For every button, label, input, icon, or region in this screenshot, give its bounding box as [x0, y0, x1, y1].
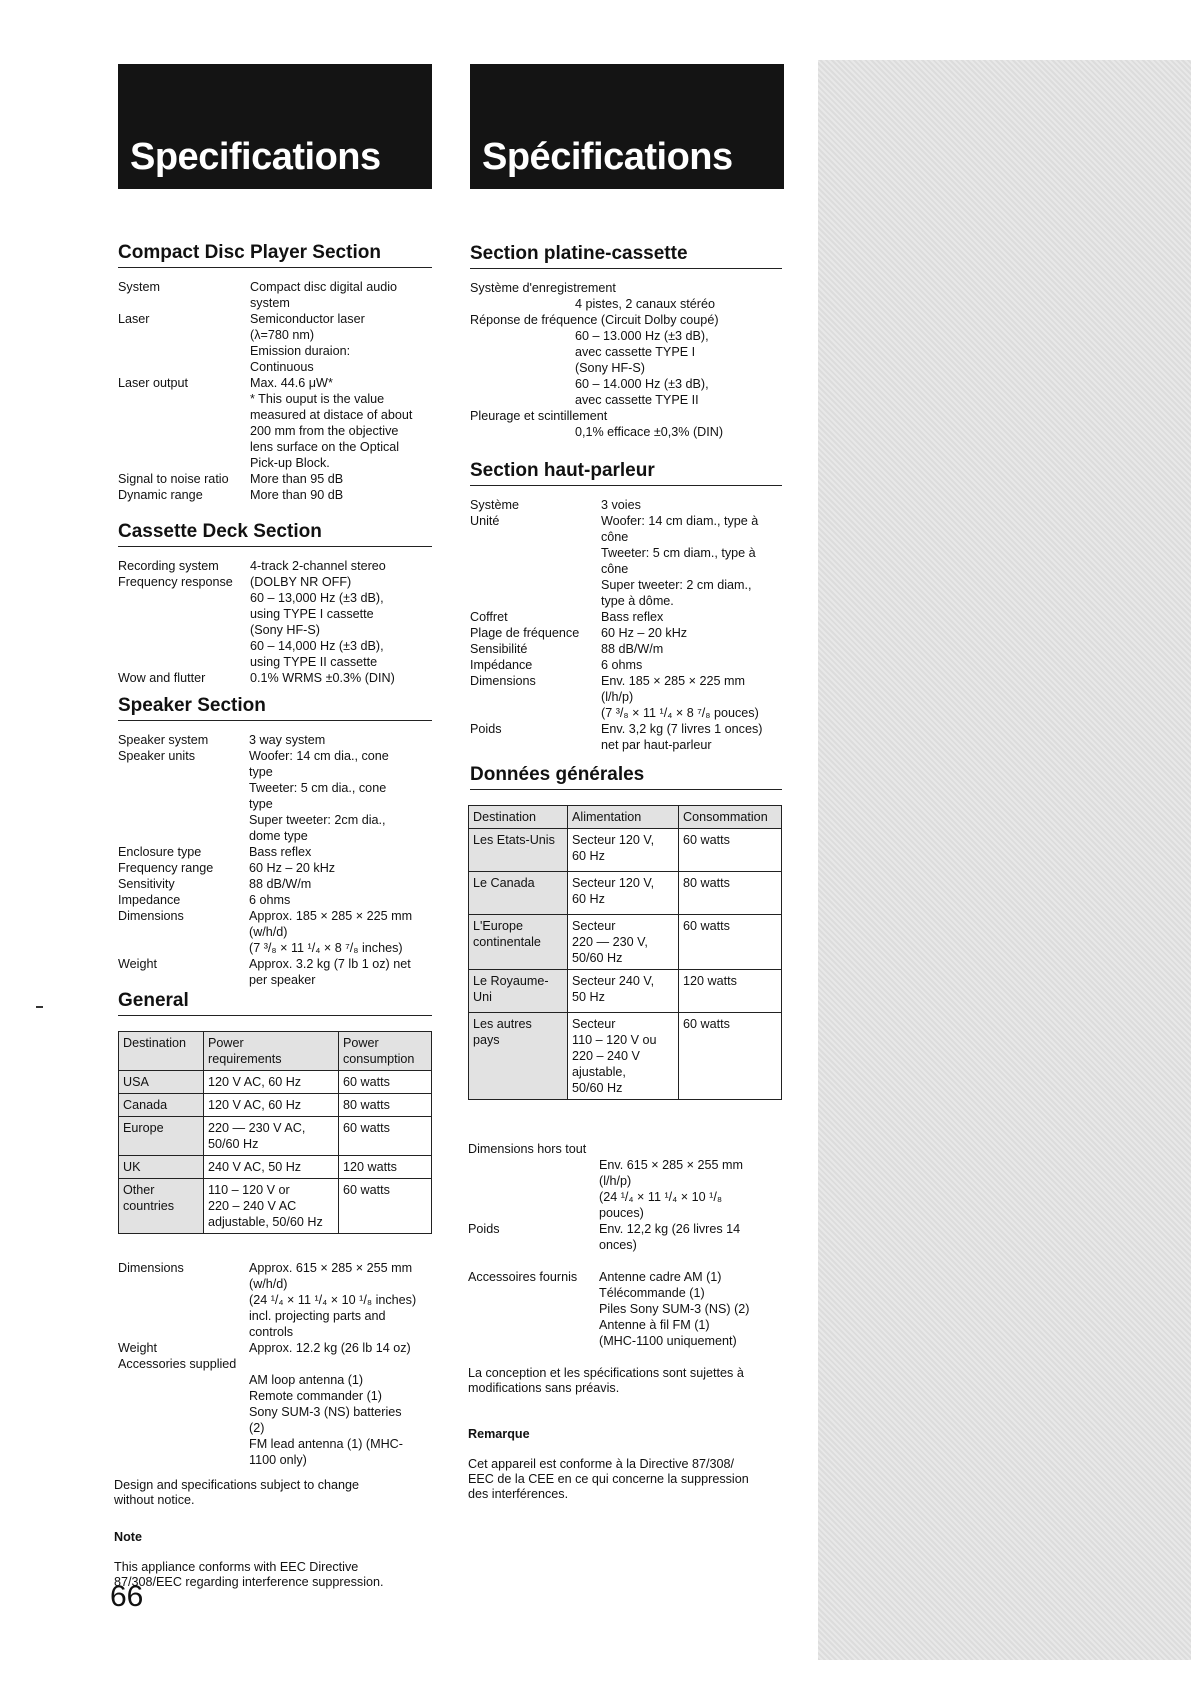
spec-label: Poids: [468, 1222, 500, 1236]
table-header-cell: Destination: [119, 1032, 204, 1071]
spec-row: [118, 860, 438, 876]
speaker-spec-list: [118, 732, 438, 988]
spec-label: Weight: [118, 1341, 157, 1355]
spec-row: [118, 748, 438, 844]
spec-label: Laser: [118, 312, 150, 326]
spec-row: [470, 497, 790, 513]
table-cell: 60 watts: [339, 1179, 432, 1234]
spec-label: Dimensions: [118, 909, 184, 923]
spec-label: Unité: [470, 514, 500, 528]
spec-value: 3 way system: [249, 733, 326, 747]
spec-row: [118, 1340, 438, 1356]
spec-value: Env. 12,2 kg (26 livres 14 onces): [599, 1222, 741, 1252]
spec-value: 3 voies: [601, 498, 641, 512]
note-text-en: This appliance conforms with EEC Directive 87/308/EEC regarding interference suppression.: [114, 1560, 384, 1589]
spec-row: [118, 1260, 438, 1340]
table-cell: Les Etats-Unis: [469, 829, 568, 872]
spec-value: (DOLBY NR OFF) 60 – 13,000 Hz (±3 dB), using TYPE I cassette (Sony HF-S) 60 – 14,000 Hz (±3 dB), using TYPE II cassette: [250, 575, 384, 669]
spec-label: Wow and flutter: [118, 671, 206, 685]
spec-row: [118, 574, 438, 670]
table-cell: Secteur 120 V, 60 Hz: [568, 872, 679, 915]
spec-value: Env. 615 × 285 × 255 mm (l/h/p) (24 ¹/₄ × 11 ¹/₄ × 10 ¹/₈ pouces): [599, 1158, 743, 1220]
table-cell: 60 watts: [339, 1071, 432, 1094]
table-row: [119, 1094, 432, 1117]
spec-row: [118, 732, 438, 748]
spec-label: Speaker units: [118, 749, 196, 763]
spec-row: [118, 892, 438, 908]
spec-row: [118, 956, 438, 988]
fr-speaker-spec-list: [470, 497, 790, 753]
table-cell: 120 V AC, 60 Hz: [204, 1071, 339, 1094]
spec-value: 4-track 2-channel stereo: [250, 559, 386, 573]
spec-value: 88 dB/W/m: [601, 642, 664, 656]
spec-value: Woofer: 14 cm diam., type à cône Tweeter: 5 cm diam., type à cône Super tweeter: 2 cm diam., type à dôme.: [601, 514, 759, 608]
table-cell: Other countries: [119, 1179, 204, 1234]
spec-value: 60 Hz – 20 kHz: [249, 861, 336, 875]
spec-label: Coffret: [470, 610, 508, 624]
spec-value: 60 Hz – 20 kHz: [601, 626, 688, 640]
spec-label: Enclosure type: [118, 845, 202, 859]
general-section-title: General: [118, 990, 432, 1016]
spec-row: [118, 279, 438, 311]
note-text-fr: Cet appareil est conforme à la Directive 87/308/ EEC de la CEE en ce qui concerne la suppression des interférences.: [468, 1457, 749, 1501]
table-cell: 80 watts: [339, 1094, 432, 1117]
spec-row: [118, 670, 438, 686]
banner-title-en: Specifications: [130, 136, 381, 178]
spec-row: [118, 487, 438, 503]
table-cell: Secteur 240 V, 50 Hz: [568, 970, 679, 1013]
table-cell: 60 watts: [679, 829, 782, 872]
spec-value: Semiconductor laser (λ=780 nm) Emission duraion: Continuous: [250, 312, 365, 374]
spec-label: Poids: [470, 722, 502, 736]
spec-value: More than 90 dB: [250, 488, 344, 502]
spec-label: Dimensions: [118, 1261, 184, 1275]
fr-speaker-section-title: Section haut-parleur: [470, 460, 782, 486]
spec-row: [118, 908, 438, 956]
fr-general-spec-list: [468, 1141, 798, 1349]
spec-value: Compact disc digital audio system: [250, 280, 398, 310]
margin-mark: [36, 1006, 43, 1008]
fr-general-section-title: Données générales: [470, 764, 782, 790]
table-cell: 120 watts: [339, 1156, 432, 1179]
spec-value: Approx. 185 × 285 × 225 mm (w/h/d) (7 ³/₈ × 11 ¹/₄ × 8 ⁷/₈ inches): [249, 909, 413, 955]
table-cell: 220 — 230 V AC, 50/60 Hz: [204, 1117, 339, 1156]
spec-value: Woofer: 14 cm dia., cone type Tweeter: 5 cm dia., cone type Super tweeter: 2cm dia., dome type: [249, 749, 389, 843]
spec-label: System: [118, 280, 160, 294]
cd-section-title: Compact Disc Player Section: [118, 242, 432, 268]
spec-label: Frequency range: [118, 861, 214, 875]
spec-label: Speaker system: [118, 733, 209, 747]
spec-value: Env. 3,2 kg (7 livres 1 onces) net par haut-parleur: [601, 722, 763, 752]
page-number: 66: [110, 1580, 144, 1613]
spec-value: Bass reflex: [601, 610, 664, 624]
table-cell: Europe: [119, 1117, 204, 1156]
table-cell: 60 watts: [679, 1013, 782, 1100]
spec-label: Plage de fréquence: [470, 626, 580, 640]
spec-label: Recording system: [118, 559, 219, 573]
table-row: [469, 1013, 782, 1100]
accessories-value: AM loop antenna (1) Remote commander (1) Sony SUM-3 (NS) batteries (2) FM lead antenna (1) (MHC- 1100 only): [249, 1373, 403, 1467]
table-row: [119, 1179, 432, 1234]
table-cell: Le Royaume- Uni: [469, 970, 568, 1013]
spec-row: [468, 1269, 798, 1349]
spec-value: 88 dB/W/m: [249, 877, 312, 891]
spec-label: Impédance: [470, 658, 533, 672]
table-cell: 80 watts: [679, 872, 782, 915]
general-spec-list: [118, 1260, 438, 1468]
fr-cassette-section-title: Section platine-cassette: [470, 243, 782, 269]
spec-label: Accessoires fournis: [468, 1270, 578, 1284]
table-cell: UK: [119, 1156, 204, 1179]
spec-value: More than 95 dB: [250, 472, 344, 486]
table-cell: Secteur 110 – 120 V ou 220 – 240 V ajustable, 50/60 Hz: [568, 1013, 679, 1100]
spec-value: 0.1% WRMS ±0.3% (DIN): [250, 671, 395, 685]
spec-value: Approx. 3.2 kg (7 lb 1 oz) net per speaker: [249, 957, 411, 987]
table-header-cell: Consommation: [679, 806, 782, 829]
table-row: [119, 1156, 432, 1179]
power-table-en: [118, 1031, 432, 1234]
spec-row: [470, 609, 790, 625]
spec-row: [118, 375, 438, 471]
table-row: [469, 872, 782, 915]
spec-label: Système: [470, 498, 519, 512]
table-cell: L'Europe continentale: [469, 915, 568, 970]
accessories-label: Accessories supplied: [118, 1357, 237, 1371]
spec-row: [118, 311, 438, 375]
table-header-cell: Power consumption: [339, 1032, 432, 1071]
table-cell: USA: [119, 1071, 204, 1094]
spec-value: Approx. 12.2 kg (26 lb 14 oz): [249, 1341, 411, 1355]
table-cell: Les autres pays: [469, 1013, 568, 1100]
spec-row: [470, 641, 790, 657]
spec-row: [470, 513, 790, 609]
speaker-section-title: Speaker Section: [118, 695, 432, 721]
spec-label: Dynamic range: [118, 488, 203, 502]
spec-row: [118, 471, 438, 487]
spec-label: Weight: [118, 957, 157, 971]
spec-label: Laser output: [118, 376, 189, 390]
cassette-section-title: Cassette Deck Section: [118, 521, 432, 547]
cassette-spec-list: [118, 558, 438, 686]
spec-value: Env. 185 × 285 × 225 mm (l/h/p) (7 ³/₈ × 11 ¹/₄ × 8 ⁷/₈ pouces): [601, 674, 759, 720]
table-row: [469, 829, 782, 872]
spec-value: Antenne cadre AM (1) Télécommande (1) Piles Sony SUM-3 (NS) (2) Antenne à fil FM (1) (MHC-1100 uniquement): [599, 1270, 750, 1348]
spec-value: Bass reflex: [249, 845, 312, 859]
spec-row: [468, 1221, 798, 1253]
spec-label: Frequency response: [118, 575, 233, 589]
note-title-en: Note: [114, 1530, 142, 1544]
spec-row: [118, 558, 438, 574]
spec-label: Sensitivity: [118, 877, 175, 891]
scanned-margin-band: [818, 60, 1191, 1660]
note-block-en: [114, 1515, 434, 1605]
spec-row: [118, 876, 438, 892]
spec-row: [470, 625, 790, 641]
cd-spec-list: [118, 279, 438, 503]
spec-value: Approx. 615 × 285 × 255 mm (w/h/d) (24 ¹/₄ × 11 ¹/₄ × 10 ¹/₈ inches) incl. projecting parts and controls: [249, 1261, 417, 1339]
table-header-cell: Power requirements: [204, 1032, 339, 1071]
spec-value: 6 ohms: [249, 893, 291, 907]
spec-row: [470, 721, 790, 753]
table-header-cell: Destination: [469, 806, 568, 829]
table-cell: 110 – 120 V or 220 – 240 V AC adjustable, 50/60 Hz: [204, 1179, 339, 1234]
table-cell: 120 watts: [679, 970, 782, 1013]
banner-title-fr: Spécifications: [482, 136, 733, 178]
spec-label: Impedance: [118, 893, 181, 907]
spec-row: [118, 844, 438, 860]
table-cell: 120 V AC, 60 Hz: [204, 1094, 339, 1117]
table-cell: Secteur 220 — 230 V, 50/60 Hz: [568, 915, 679, 970]
spec-row: [470, 673, 790, 721]
spec-row: [470, 657, 790, 673]
spec-label: Dimensions hors tout: [468, 1142, 587, 1156]
spec-label: Signal to noise ratio: [118, 472, 229, 486]
fr-cassette-spec-text: Système d'enregistrement 4 pistes, 2 canaux stéréo Réponse de fréquence (Circuit Dolby coupé) 60 – 13.000 Hz (±3 dB), avec cassette TYPE I (Sony HF-S) 60 – 14.000 Hz (±3 dB), avec cassette TYPE II Pleurage et scintillement 0,1% efficace ±0,3% (DIN): [470, 281, 724, 439]
table-cell: Le Canada: [469, 872, 568, 915]
power-table-fr: [468, 805, 782, 1100]
design-notice-en: Design and specifications subject to change without notice.: [114, 1478, 360, 1507]
table-cell: Canada: [119, 1094, 204, 1117]
spec-value: 6 ohms: [601, 658, 643, 672]
spec-label: Dimensions: [470, 674, 536, 688]
table-cell: 240 V AC, 50 Hz: [204, 1156, 339, 1179]
table-row: [469, 915, 782, 970]
banner-specifications-fr: [470, 64, 784, 189]
table-cell: Secteur 120 V, 60 Hz: [568, 829, 679, 872]
design-notice-fr: La conception et les spécifications sont sujettes à modifications sans préavis.: [468, 1366, 744, 1395]
banner-specifications-en: [118, 64, 432, 189]
table-header-row: [469, 806, 782, 829]
spec-value: Max. 44.6 μW* * This ouput is the value measured at distace of about 200 mm from the objective lens surface on the Optical Pick-up Block.: [250, 376, 413, 470]
table-row: [119, 1117, 432, 1156]
table-header-row: [119, 1032, 432, 1071]
table-cell: 60 watts: [679, 915, 782, 970]
spec-label: Sensibilité: [470, 642, 528, 656]
table-cell: 60 watts: [339, 1117, 432, 1156]
table-row: [469, 970, 782, 1013]
table-header-cell: Alimentation: [568, 806, 679, 829]
note-block-fr: [468, 1412, 798, 1517]
note-title-fr: Remarque: [468, 1427, 530, 1441]
table-row: [119, 1071, 432, 1094]
